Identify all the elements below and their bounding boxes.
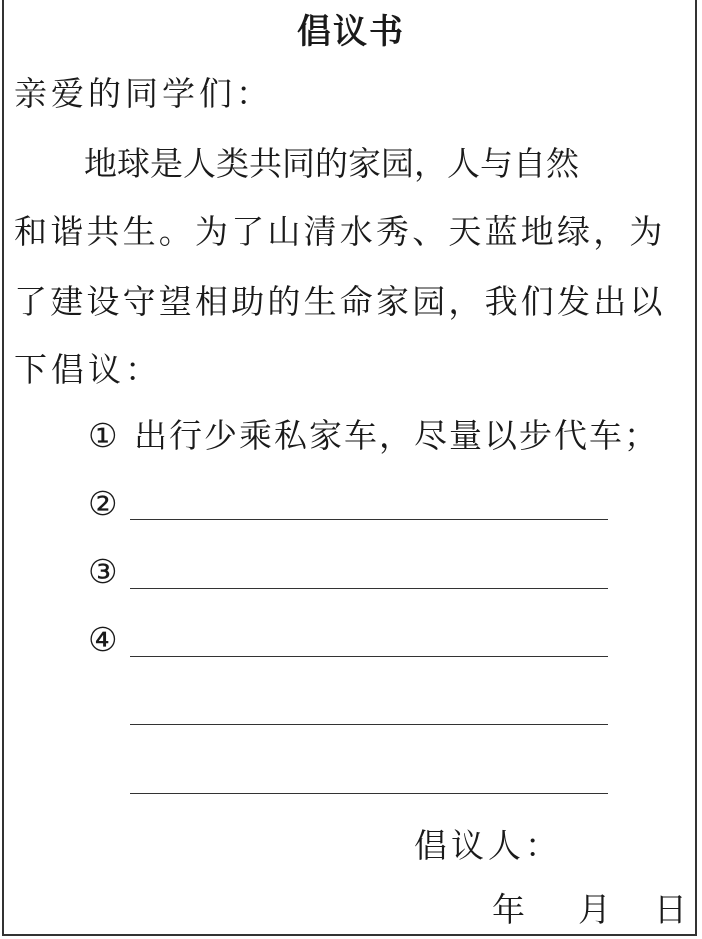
signature-label: 倡议人： [414,826,562,865]
proposal-3-blank[interactable] [130,588,608,589]
extra-blank-1[interactable] [130,724,608,725]
proposal-4-blank[interactable] [130,656,608,657]
body-line-3: 了建设守望相助的生命家园，我们发出以 [14,282,666,321]
body-line-1: 地球是人类共同的家园，人与自然 [84,144,579,183]
extra-blank-2[interactable] [130,793,608,794]
body-line-4: 下倡议： [14,350,162,389]
proposal-3-marker: ③ [88,552,118,591]
proposal-2-marker: ② [88,484,118,523]
document-title: 倡议书 [297,12,405,52]
date-month: 月 [578,890,615,929]
body-line-2: 和谐共生。为了山清水秀、天蓝地绿，为 [14,212,666,251]
proposal-4-marker: ④ [88,620,118,659]
document-border [2,0,697,936]
proposal-2-blank[interactable] [130,519,608,520]
proposal-1-marker: ① [88,416,118,455]
date-year: 年 [492,890,529,929]
proposal-1-text: 出行少乘私家车，尽量以步代车； [134,416,659,455]
date-day: 日 [654,890,691,929]
salutation: 亲爱的同学们： [14,74,273,113]
